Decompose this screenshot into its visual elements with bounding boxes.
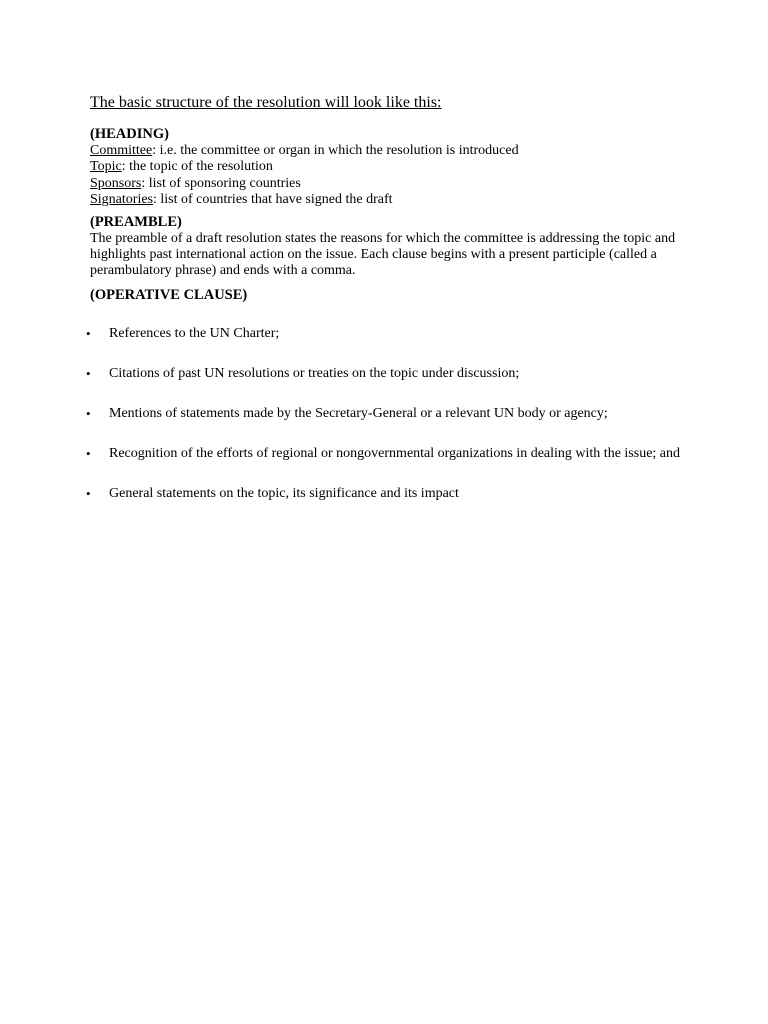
list-item-text: References to the UN Charter; (109, 326, 280, 342)
sponsors-label: Sponsors (90, 175, 142, 191)
list-item-text: Recognition of the efforts of regional or nongovernmental organizations in dealing with the issue; and (109, 446, 681, 462)
topic-line (90, 159, 680, 175)
operative-bullet-list (86, 326, 681, 502)
list-item (86, 406, 676, 422)
bullet-icon: • (86, 366, 91, 382)
topic-label: Topic (90, 159, 122, 175)
bullet-icon: • (86, 486, 91, 502)
document-title: The basic structure of the resolution will look like this: (90, 94, 442, 111)
operative-section (86, 287, 681, 502)
list-item-text: General statements on the topic, its significance and its impact (109, 486, 459, 502)
list-item-text: Citations of past UN resolutions or treaties on the topic under discussion; (109, 366, 520, 382)
committee-description: : i.e. the committee or organ in which the resolution is introduced (152, 143, 519, 158)
topic-description: : the topic of the resolution (121, 159, 273, 175)
preamble-section (90, 214, 680, 279)
committee-label: Committee (90, 143, 153, 158)
signatories-label: Signatories (90, 191, 153, 207)
heading-section (90, 126, 680, 208)
bullet-icon: • (86, 446, 91, 462)
preamble-section-title: (PREAMBLE) (90, 214, 182, 231)
operative-section-title: (OPERATIVE CLAUSE) (90, 287, 248, 304)
list-item (86, 326, 676, 342)
sponsors-description: : list of sponsoring countries (141, 175, 301, 191)
preamble-line: perambulatory phrase) and ends with a comma. (90, 263, 356, 279)
list-item (86, 366, 676, 382)
document-body (86, 93, 681, 502)
preamble-line: highlights past international action on the issue. Each clause begins with a present participle (called a (90, 247, 657, 263)
heading-section-title: (HEADING) (90, 126, 169, 142)
committee-line (90, 143, 680, 159)
list-item (86, 486, 676, 502)
bullet-icon: • (86, 406, 91, 422)
preamble-paragraph (90, 231, 680, 279)
preamble-line: The preamble of a draft resolution states the reasons for which the committee is addressing the topic and (90, 231, 676, 247)
signatories-line (90, 192, 680, 208)
bullet-icon: • (86, 326, 91, 342)
signatories-description: : list of countries that have signed the draft (153, 191, 393, 207)
sponsors-line (90, 176, 680, 192)
list-item (86, 446, 681, 462)
list-item-text: Mentions of statements made by the Secretary-General or a relevant UN body or agency; (109, 406, 608, 422)
